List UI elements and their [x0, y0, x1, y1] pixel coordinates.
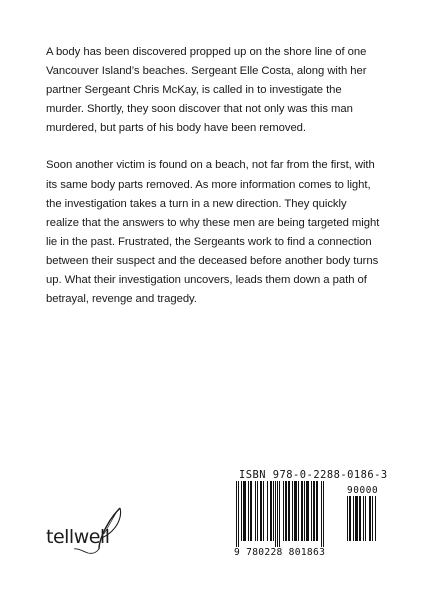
barcode-bar	[250, 481, 252, 541]
barcode-bar	[375, 496, 376, 541]
isbn-label: ISBN 978-0-2288-0186-3	[239, 469, 388, 481]
ean-digits: 9 780228 801863	[234, 547, 326, 558]
barcode-bar	[260, 481, 262, 541]
barcode-bar	[372, 496, 373, 541]
barcode-bar	[292, 481, 293, 541]
barcode-bar	[323, 481, 324, 547]
barcode-bar	[255, 481, 256, 541]
barcode-bar	[321, 481, 322, 547]
barcode-bar	[301, 481, 303, 541]
back-cover-blurb	[46, 43, 380, 327]
barcode-bar	[353, 496, 354, 541]
barcode-bar	[316, 481, 318, 541]
barcode-bar	[306, 481, 309, 541]
barcode-bar	[270, 481, 272, 541]
barcode-bar	[298, 481, 299, 541]
barcode-bar	[236, 481, 237, 547]
barcode-bar	[294, 481, 297, 541]
blurb-paragraph-2: Soon another victim is found on a beach, not far from the first, with its same body parts removed. As more information comes to light, the investigation takes a turn in a new direction. They quickly realize that the answers to why these men are being targeted might lie in the past. Frustrated, the Sergeants work to find a connection between their suspect and the deceased before another body turns up. What their investigation uncovers, leads them down a path of betrayal, revenge and tragedy.	[46, 159, 380, 306]
barcode-bar	[285, 481, 287, 541]
isbn-barcode	[229, 465, 389, 565]
barcode-bar	[238, 481, 239, 547]
price-code: 90000	[347, 485, 379, 496]
barcode-bar	[304, 481, 305, 541]
barcode-bar	[359, 496, 361, 541]
barcode-bar	[248, 481, 249, 541]
barcode-bar	[369, 496, 371, 541]
barcode-bar	[277, 481, 278, 547]
barcode-bar	[257, 481, 258, 541]
barcode-bar	[279, 481, 280, 547]
ean-barcode-bars	[236, 481, 343, 547]
barcode-bar	[243, 481, 246, 541]
barcode-bar	[241, 481, 242, 541]
barcode-bar	[275, 481, 276, 547]
barcode-bar	[288, 481, 290, 541]
barcode-bar	[283, 481, 284, 541]
barcode-bar	[349, 496, 351, 541]
barcode-bar	[347, 496, 348, 541]
barcode-bar	[263, 481, 264, 541]
barcode-bar	[363, 496, 364, 541]
barcode-bar	[311, 481, 312, 541]
publisher-logo	[36, 500, 136, 560]
barcode-bar	[273, 481, 274, 541]
barcode-bar	[365, 496, 366, 541]
publisher-name: tellwell	[46, 526, 110, 548]
barcode-bar	[313, 481, 315, 541]
addon-barcode-bars	[347, 496, 383, 547]
blurb-paragraph-1: A body has been discovered propped up on the shore line of one Vancouver Island’s beaches. Sergeant Elle Costa, along with her partner Sergeant Chris McKay, is called in to investigate the murder. Shortly, they soon discover that not only was this man murdered, but parts of his body have been removed.	[46, 46, 367, 135]
barcode-bar	[267, 481, 268, 541]
barcode-bar	[355, 496, 358, 541]
